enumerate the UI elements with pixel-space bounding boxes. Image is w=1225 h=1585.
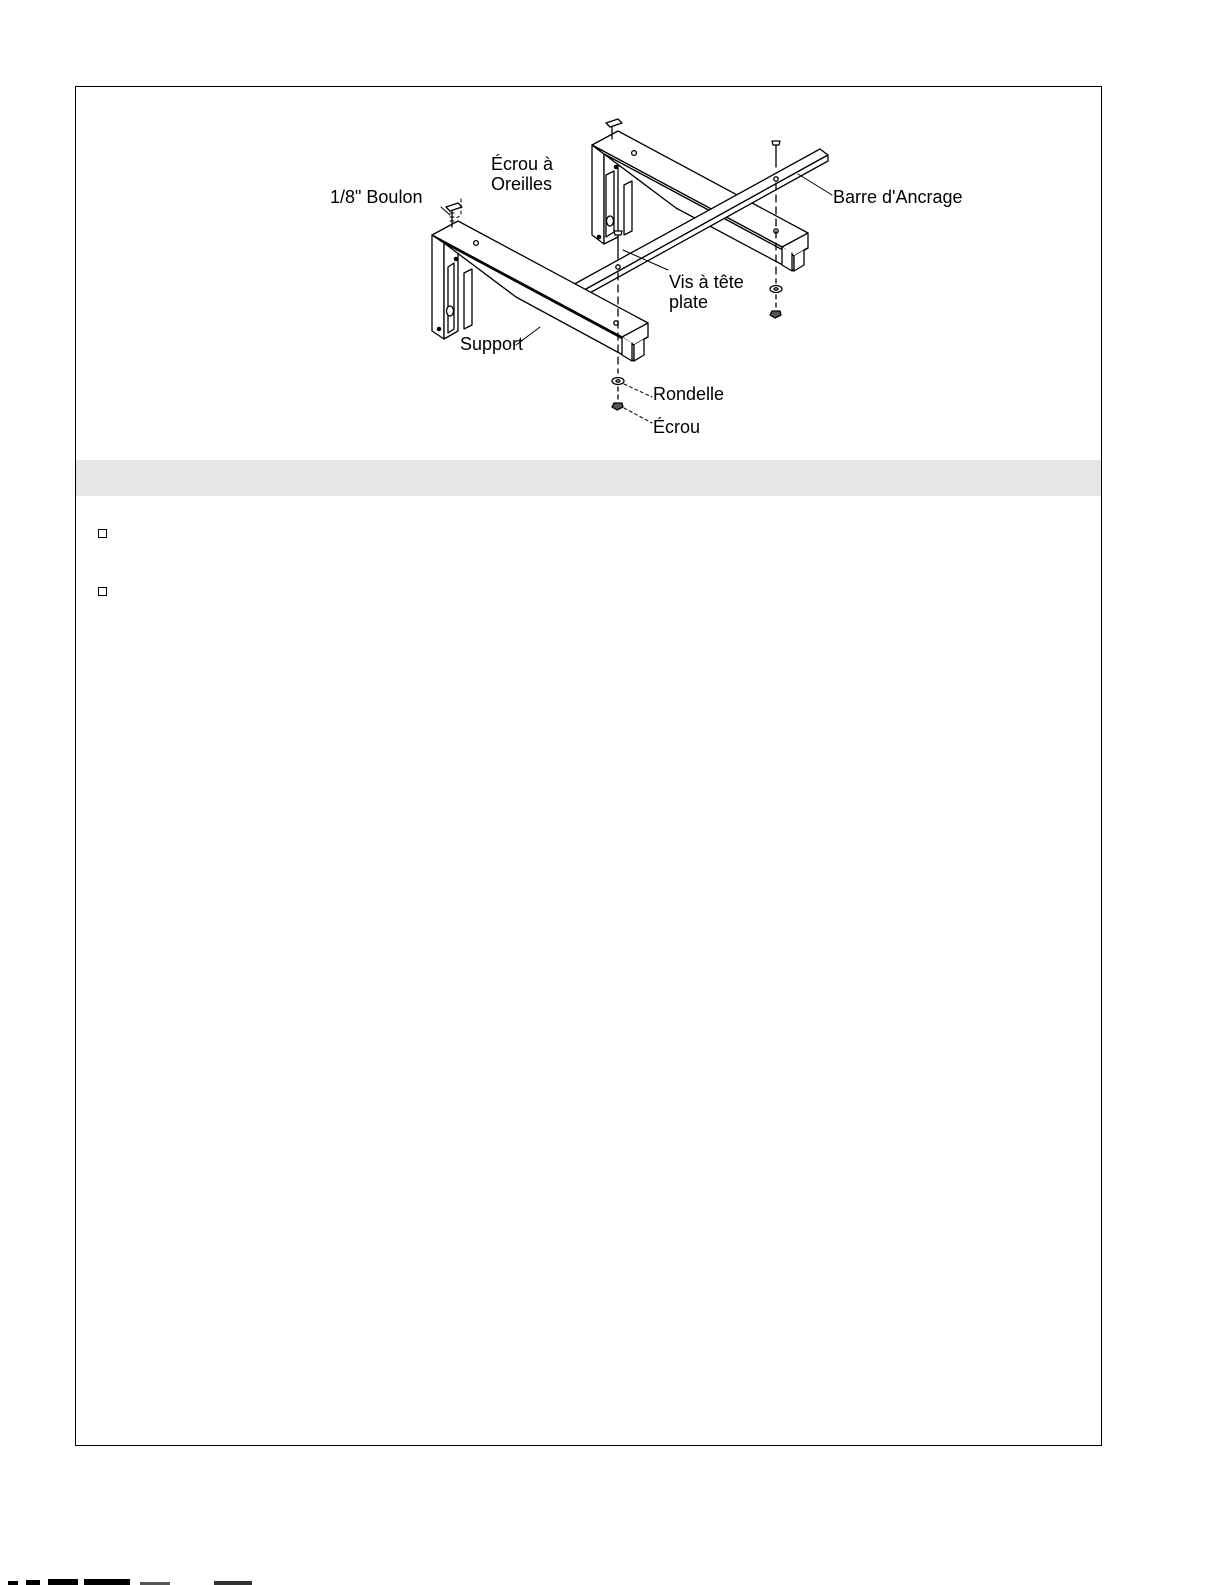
wing-nut-label — [491, 154, 553, 194]
flat-head-screw-label — [669, 272, 744, 312]
page-frame — [75, 86, 1102, 1446]
bracket-assembly-drawing — [76, 87, 1101, 459]
checklist-item — [98, 581, 107, 601]
flat-head-screw-label-line1: Vis à tête — [669, 272, 744, 292]
nut-label: Écrou — [653, 417, 701, 437]
checklist — [98, 523, 107, 639]
anchor-bar-label: Barre d'Ancrage — [833, 187, 963, 207]
section-header-band — [76, 460, 1101, 496]
wing-nut-label-line2: Oreilles — [491, 174, 553, 194]
bolt-label: 1/8" Boulon — [330, 187, 423, 207]
leader-lines — [441, 174, 832, 423]
footer-scan-artifact — [0, 1578, 280, 1585]
washer-label: Rondelle — [653, 384, 725, 404]
checklist-item — [98, 523, 107, 543]
flat-head-screw-label-line2: plate — [669, 292, 709, 312]
support-label: Support — [460, 334, 524, 354]
assembly-figure — [76, 87, 1101, 459]
checkbox[interactable] — [98, 587, 107, 596]
wing-nut-label-line1: Écrou à — [491, 154, 554, 174]
checkbox[interactable] — [98, 529, 107, 538]
